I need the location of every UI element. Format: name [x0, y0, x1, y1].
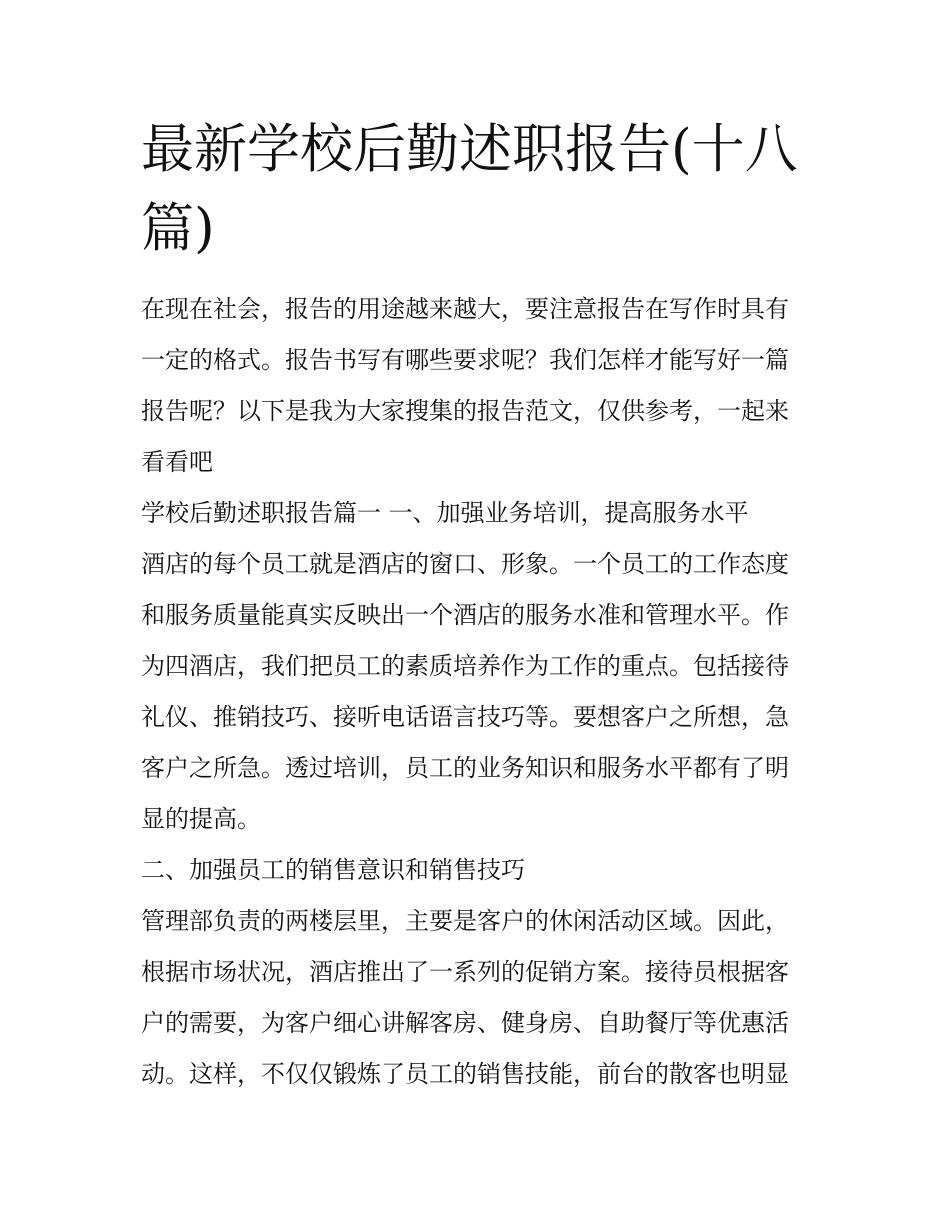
- section-heading-1: [141, 488, 813, 539]
- text-line: 报告呢？以下是我为大家搜集的报告范文，仅供参考，一起来: [141, 397, 789, 425]
- text-line: 一定的格式。报告书写有哪些要求呢？我们怎样才能写好一篇: [141, 346, 789, 374]
- document-page: [141, 110, 813, 1100]
- text-line: 客户之所急。透过培训，员工的业务知识和服务水平都有了明: [141, 754, 789, 782]
- text-line: 为四酒店，我们把员工的素质培养作为工作的重点。包括接待: [141, 652, 789, 680]
- section-2-paragraph: [141, 896, 813, 1100]
- text-line: 在现在社会，报告的用途越来越大，要注意报告在写作时具有: [141, 295, 789, 323]
- intro-paragraph: [141, 284, 813, 488]
- text-line: 学校后勤述职报告篇一 一、加强业务培训，提高服务水平: [141, 499, 749, 527]
- title-line: 篇): [141, 198, 215, 259]
- title-line: 最新学校后勤述职报告(十八: [141, 119, 798, 180]
- text-line: 户的需要，为客户细心讲解客房、健身房、自助餐厅等优惠活: [141, 1009, 789, 1037]
- text-line: 看看吧: [141, 448, 213, 476]
- text-line: 酒店的每个员工就是酒店的窗口、形象。一个员工的工作态度: [141, 550, 789, 578]
- text-line: 动。这样，不仅仅锻炼了员工的销售技能，前台的散客也明显: [141, 1060, 789, 1088]
- text-line: 根据市场状况，酒店推出了一系列的促销方案。接待员根据客: [141, 958, 789, 986]
- section-heading-2: [141, 845, 813, 896]
- section-1-paragraph: [141, 539, 813, 845]
- text-line: 二、加强员工的销售意识和销售技巧: [141, 856, 525, 884]
- document-title: [141, 110, 813, 268]
- text-line: 和服务质量能真实反映出一个酒店的服务水准和管理水平。作: [141, 601, 789, 629]
- text-line: 管理部负责的两楼层里，主要是客户的休闲活动区域。因此，: [141, 907, 789, 935]
- text-line: 显的提高。: [141, 805, 261, 833]
- text-line: 礼仪、推销技巧、接听电话语言技巧等。要想客户之所想，急: [141, 703, 789, 731]
